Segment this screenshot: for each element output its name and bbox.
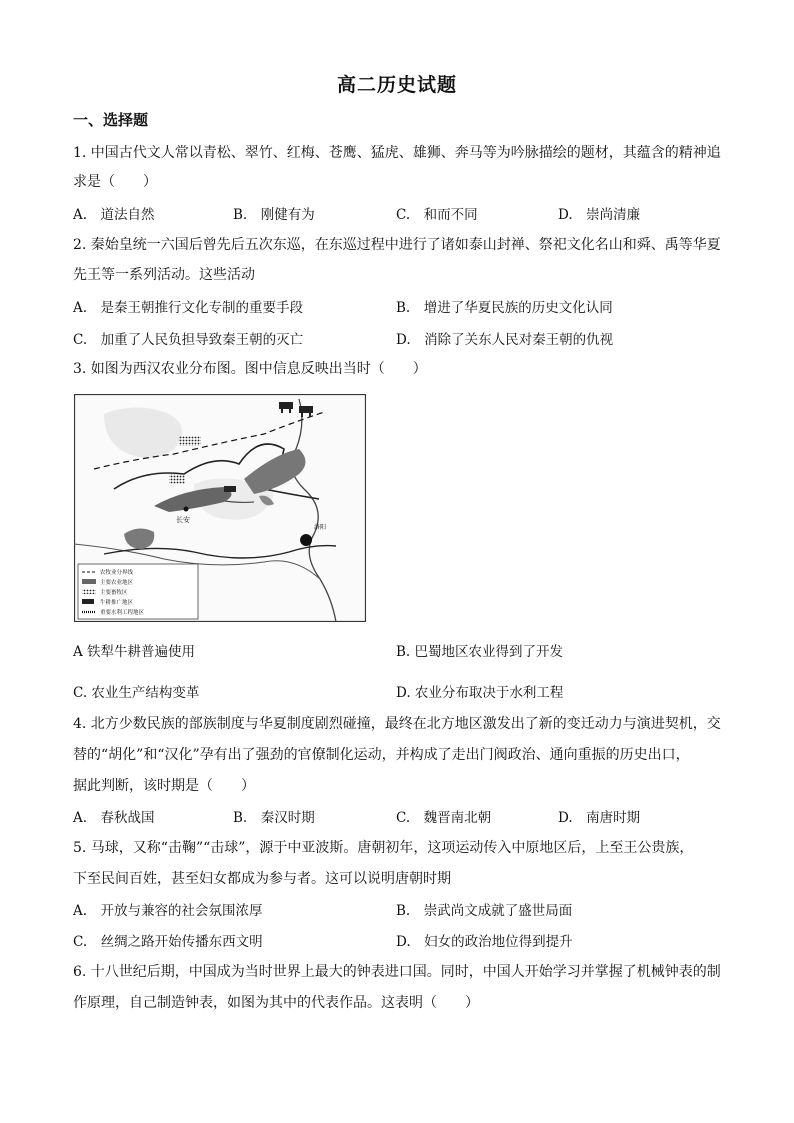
q1-stem-line2: 求是（ ）: [73, 174, 157, 190]
q2-option-d: D. 消除了关东人民对秦王朝的仇视: [396, 332, 614, 348]
ox-plough-marker-3: [224, 486, 236, 492]
section-heading: 一、选择题: [73, 111, 149, 129]
q2-stem-line1: 2. 秦始皇统一六国后曾先后五次东巡，在东巡过程中进行了诸如泰山封禅、祭祀文化名山和舜、禹等华夏: [73, 237, 721, 253]
q2-option-b: B. 增进了华夏民族的历史文化认同: [396, 300, 613, 316]
q5-stem-line2: 下至民间百姓，甚至妇女都成为参与者。这可以说明唐朝时期: [73, 871, 451, 887]
q4-stem-line2: 替的“胡化”和“汉化”孕有出了强劲的官僚制化运动，并构成了走出门阀政治、通向重振的历史出口，: [73, 747, 690, 763]
legend-pastoral: 主要畜牧区: [100, 590, 128, 596]
q1-option-d: D. 崇尚清廉: [558, 207, 641, 223]
q3-option-a: A 铁犁牛耕普遍使用: [73, 644, 196, 660]
map-legend: [78, 564, 198, 619]
q4-stem-line3: 据此判断，该时期是（ ）: [73, 778, 255, 794]
map-city-changan: 长安: [176, 516, 190, 524]
western-han-agriculture-map: [74, 394, 366, 622]
q5-option-c: C. 丝绸之路开始传播东西文明: [73, 934, 263, 950]
q1-option-c: C. 和而不同: [396, 207, 478, 223]
q3-option-c: C. 农业生产结构变革: [73, 685, 200, 701]
pastoral-area-1: [179, 436, 201, 446]
q4-option-b: B. 秦汉时期: [233, 810, 315, 826]
q5-option-b: B. 崇武尚文成就了盛世局面: [396, 903, 573, 919]
map-city-luoyang: 洛阳: [314, 524, 327, 531]
pastoral-area-2: [169, 474, 185, 484]
q2-option-a: A. 是秦王朝推行文化专制的重要手段: [73, 300, 304, 316]
q1-option-b: B. 刚健有为: [233, 207, 315, 223]
q5-stem-line1: 5. 马球，又称“击鞠”“击球”，源于中亚波斯。唐朝初年，这项运动传入中原地区后，上至王公贵族，: [73, 840, 694, 856]
q1-option-a: A. 道法自然: [73, 207, 155, 223]
legend-water-projects: 重要水利工程地区: [100, 610, 145, 616]
q4-option-d: D. 南唐时期: [558, 810, 641, 826]
q2-option-c: C. 加重了人民负担导致秦王朝的灭亡: [73, 332, 304, 348]
q3-option-d: D. 农业分布取决于水利工程: [396, 685, 564, 701]
q4-stem-line1: 4. 北方少数民族的部族制度与华夏制度剧烈碰撞，最终在北方地区激发出了新的变迁动力与演进契机，交: [73, 716, 721, 732]
page-title: 高二历史试题: [336, 74, 457, 96]
q5-option-d: D. 妇女的政治地位得到提升: [396, 934, 573, 950]
q6-stem-line1: 6. 十八世纪后期，中国成为当时世界上最大的钟表进口国。同时，中国人开始学习并掌握了机械钟表的制: [73, 964, 721, 980]
q3-option-b: B. 巴蜀地区农业得到了开发: [396, 644, 564, 660]
q4-option-c: C. 魏晋南北朝: [396, 810, 492, 826]
legend-ox-plough: 牛耕推广地区: [100, 600, 134, 606]
q5-option-a: A. 开放与兼容的社会氛围浓厚: [73, 903, 263, 919]
legend-boundary: 农牧业分界线: [100, 570, 134, 576]
q4-option-a: A. 春秋战国: [73, 810, 155, 826]
q3-stem-line1: 3. 如图为西汉农业分布图。图中信息反映出当时（ ）: [73, 361, 427, 377]
q6-stem-line2: 作原理，自己制造钟表，如图为其中的代表作品。这表明（ ）: [73, 995, 479, 1011]
changan-marker: [184, 507, 189, 512]
q1-stem-line1: 1. 中国古代文人常以青松、翠竹、红梅、苍鹰、猛虎、雄狮、奔马等为吟脉描绘的题材，其蕴含的精神追: [73, 145, 721, 161]
legend-agriculture: 主要农业地区: [100, 580, 134, 586]
q2-stem-line2: 先王等一系列活动。这些活动: [73, 267, 255, 283]
luoyang-marker: [300, 534, 312, 546]
